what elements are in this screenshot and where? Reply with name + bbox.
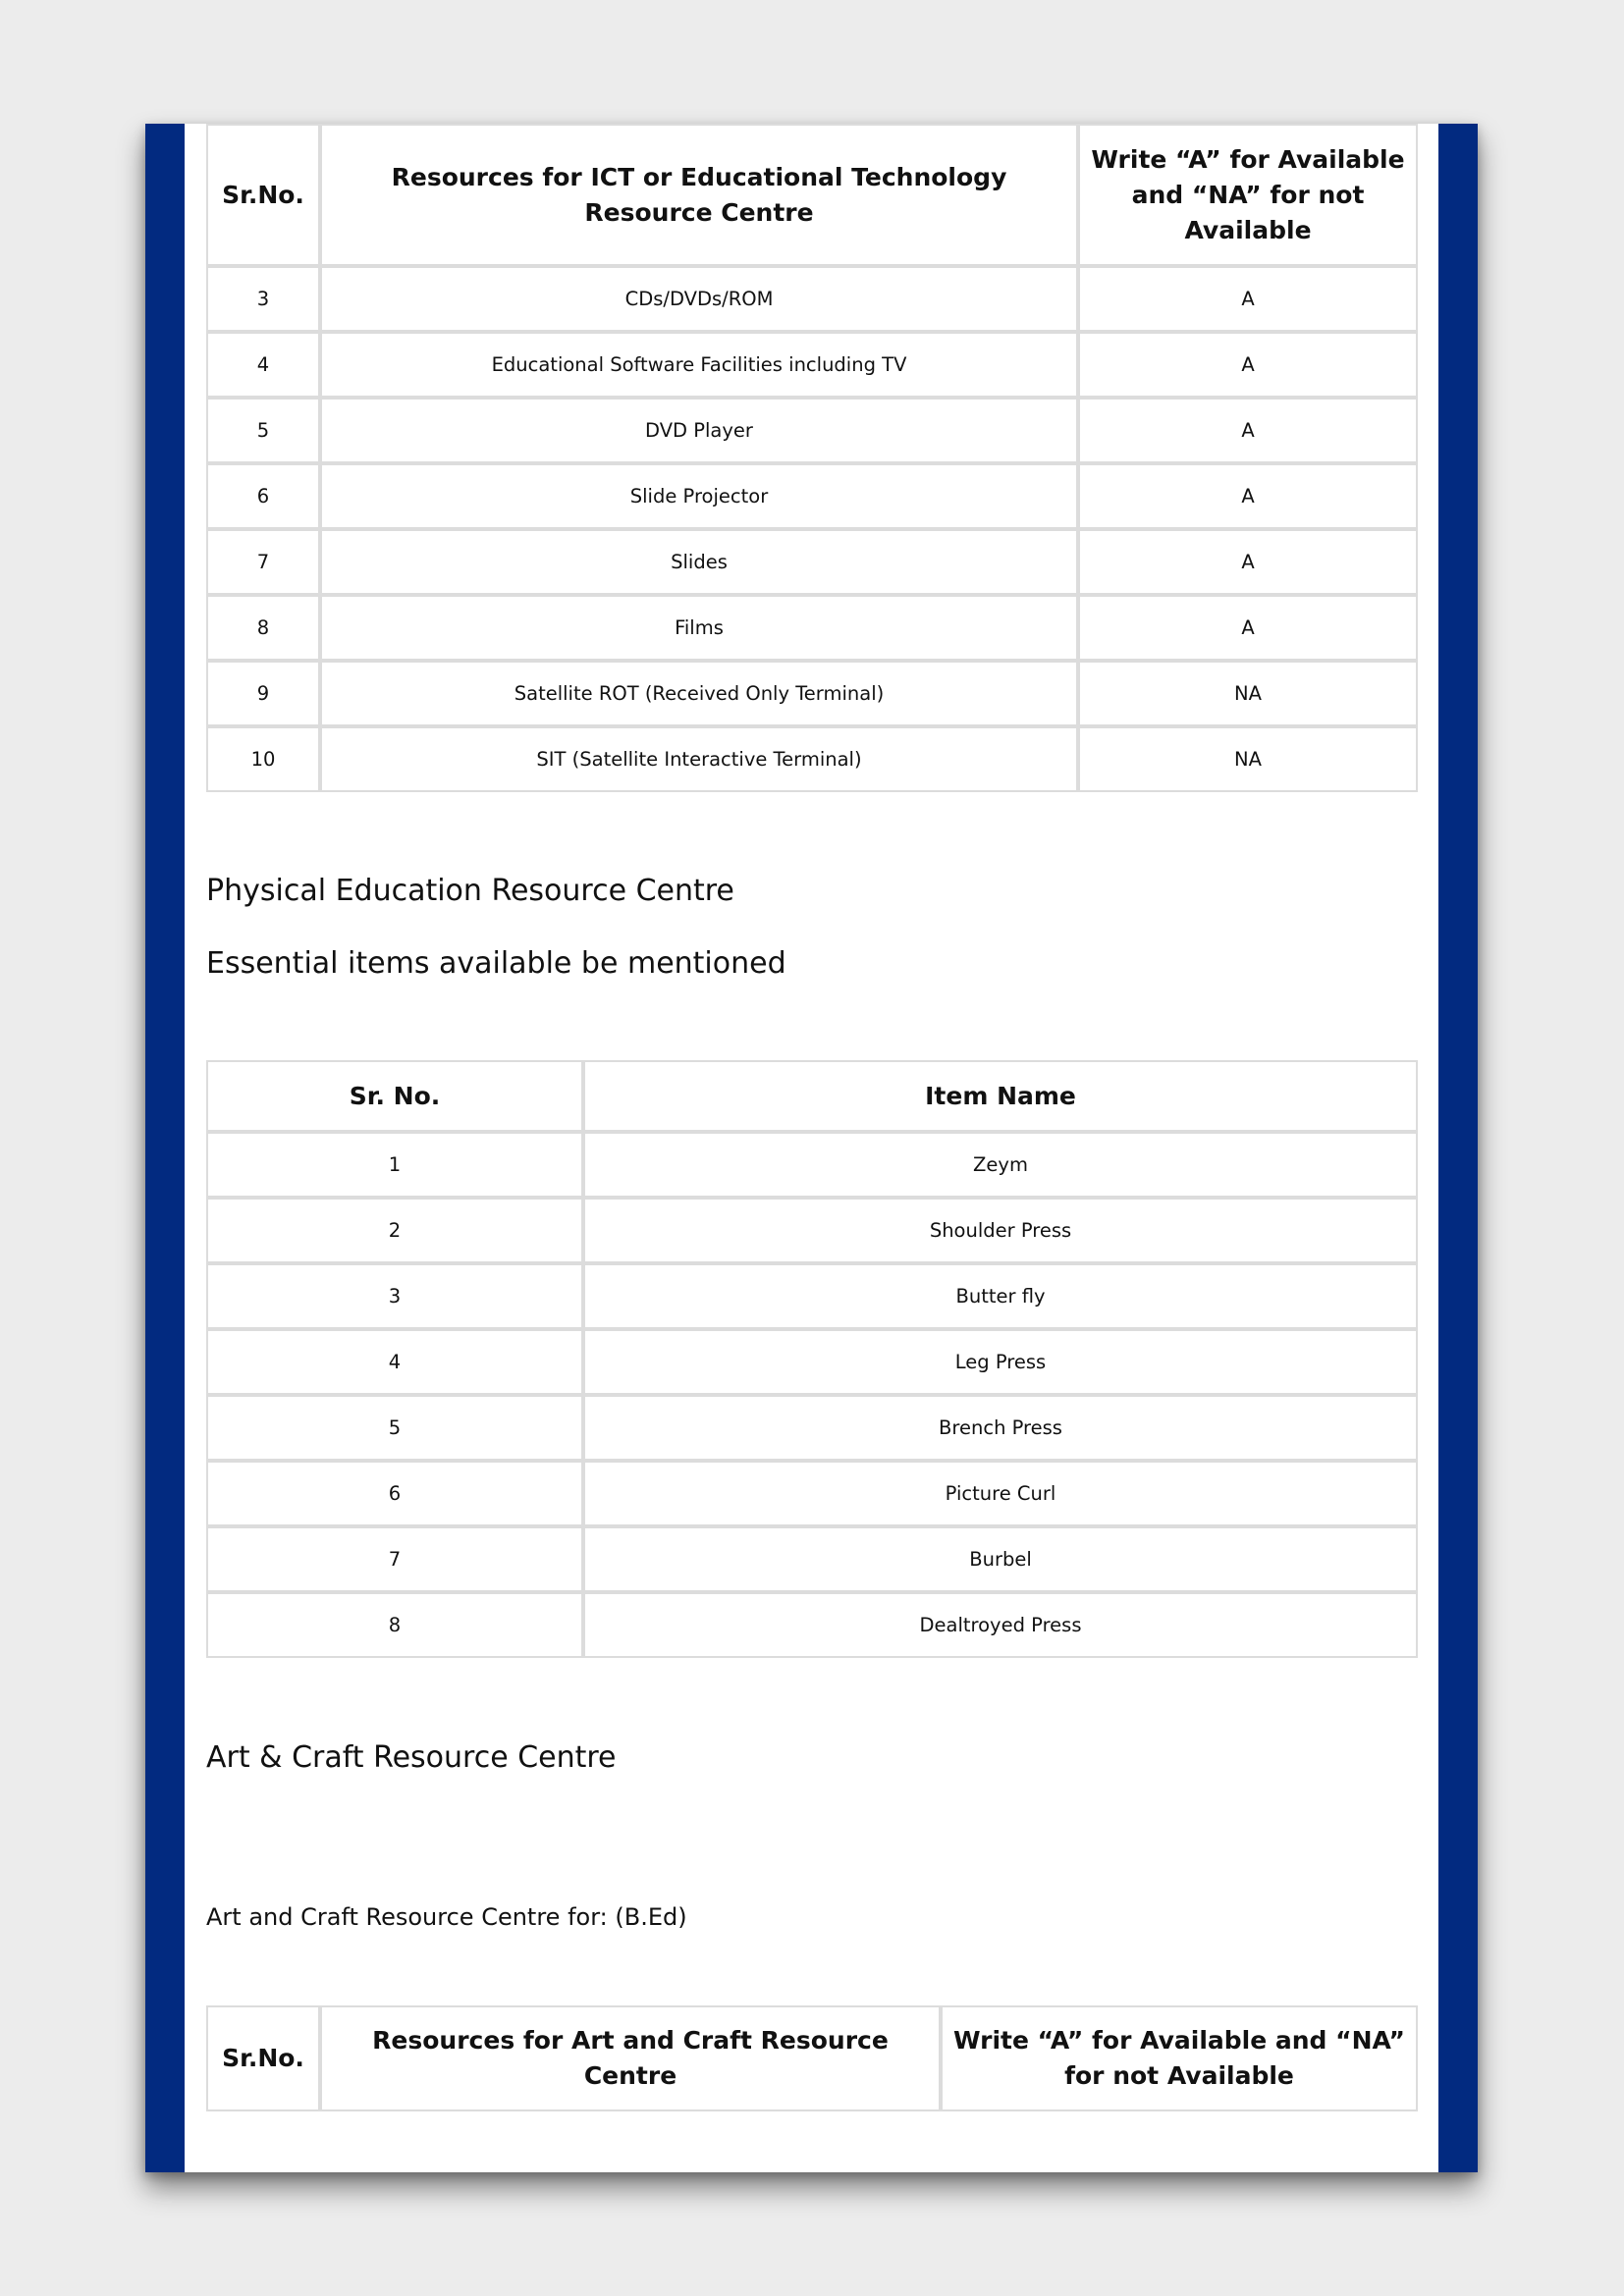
sr-no-cell: 8 [206, 1592, 583, 1658]
page-border-right [1438, 124, 1478, 2172]
item-name-cell: Brench Press [583, 1395, 1418, 1461]
column-header-sr-no: Sr.No. [206, 2005, 320, 2111]
table-header-row [206, 1060, 1418, 1132]
availability-cell: A [1078, 332, 1418, 398]
resource-cell: DVD Player [320, 398, 1078, 463]
sr-no-cell: 7 [206, 1526, 583, 1592]
table-row [206, 1592, 1418, 1658]
physical-education-title: Physical Education Resource Centre [206, 874, 734, 908]
sr-no-cell: 7 [206, 529, 320, 595]
sr-no-cell: 8 [206, 595, 320, 661]
resource-cell: SIT (Satellite Interactive Terminal) [320, 726, 1078, 792]
availability-cell: NA [1078, 661, 1418, 726]
sr-no-cell: 5 [206, 1395, 583, 1461]
resource-cell: Educational Software Facilities including TV [320, 332, 1078, 398]
table-row [206, 1395, 1418, 1461]
sr-no-cell: 3 [206, 266, 320, 332]
table-header-row [206, 124, 1418, 266]
availability-cell: A [1078, 463, 1418, 529]
table-row [206, 266, 1418, 332]
page-border-left [145, 124, 185, 2172]
pe-items-table [206, 1060, 1418, 1658]
table-row [206, 332, 1418, 398]
column-header-resources: Resources for Art and Craft Resource Centre [320, 2005, 941, 2111]
resource-cell: Slide Projector [320, 463, 1078, 529]
physical-education-subtitle: Essential items available be mentioned [206, 946, 786, 981]
table-row [206, 1526, 1418, 1592]
column-header-item-name: Item Name [583, 1060, 1418, 1132]
sr-no-cell: 3 [206, 1263, 583, 1329]
table-row [206, 595, 1418, 661]
sr-no-cell: 2 [206, 1198, 583, 1263]
item-name-cell: Dealtroyed Press [583, 1592, 1418, 1658]
item-name-cell: Burbel [583, 1526, 1418, 1592]
column-header-sr-no: Sr.No. [206, 124, 320, 266]
art-craft-title: Art & Craft Resource Centre [206, 1740, 617, 1775]
document-page [145, 124, 1478, 2172]
availability-cell: A [1078, 529, 1418, 595]
availability-cell: NA [1078, 726, 1418, 792]
table-row [206, 726, 1418, 792]
table-row [206, 463, 1418, 529]
table-row [206, 529, 1418, 595]
resource-cell: Slides [320, 529, 1078, 595]
column-header-availability: Write “A” for Available and “NA” for not Available [941, 2005, 1418, 2111]
sr-no-cell: 4 [206, 1329, 583, 1395]
resource-cell: Films [320, 595, 1078, 661]
art-craft-subtitle: Art and Craft Resource Centre for: (B.Ed) [206, 1903, 687, 1931]
item-name-cell: Leg Press [583, 1329, 1418, 1395]
availability-cell: A [1078, 398, 1418, 463]
item-name-cell: Butter fly [583, 1263, 1418, 1329]
table-row [206, 1461, 1418, 1526]
sr-no-cell: 1 [206, 1132, 583, 1198]
table-row [206, 1198, 1418, 1263]
table-row [206, 1329, 1418, 1395]
sr-no-cell: 6 [206, 463, 320, 529]
resource-cell: CDs/DVDs/ROM [320, 266, 1078, 332]
table-row [206, 1263, 1418, 1329]
sr-no-cell: 6 [206, 1461, 583, 1526]
item-name-cell: Shoulder Press [583, 1198, 1418, 1263]
art-craft-table [206, 2005, 1418, 2111]
resource-cell: Satellite ROT (Received Only Terminal) [320, 661, 1078, 726]
sr-no-cell: 4 [206, 332, 320, 398]
item-name-cell: Zeym [583, 1132, 1418, 1198]
sr-no-cell: 5 [206, 398, 320, 463]
sr-no-cell: 9 [206, 661, 320, 726]
column-header-resources: Resources for ICT or Educational Technology Resource Centre [320, 124, 1078, 266]
sr-no-cell: 10 [206, 726, 320, 792]
item-name-cell: Picture Curl [583, 1461, 1418, 1526]
table-row [206, 1132, 1418, 1198]
availability-cell: A [1078, 595, 1418, 661]
ict-resources-table [206, 124, 1418, 792]
table-row [206, 661, 1418, 726]
table-row [206, 398, 1418, 463]
availability-cell: A [1078, 266, 1418, 332]
column-header-sr-no: Sr. No. [206, 1060, 583, 1132]
column-header-availability: Write “A” for Available and “NA” for not Available [1078, 124, 1418, 266]
table-header-row [206, 2005, 1418, 2111]
